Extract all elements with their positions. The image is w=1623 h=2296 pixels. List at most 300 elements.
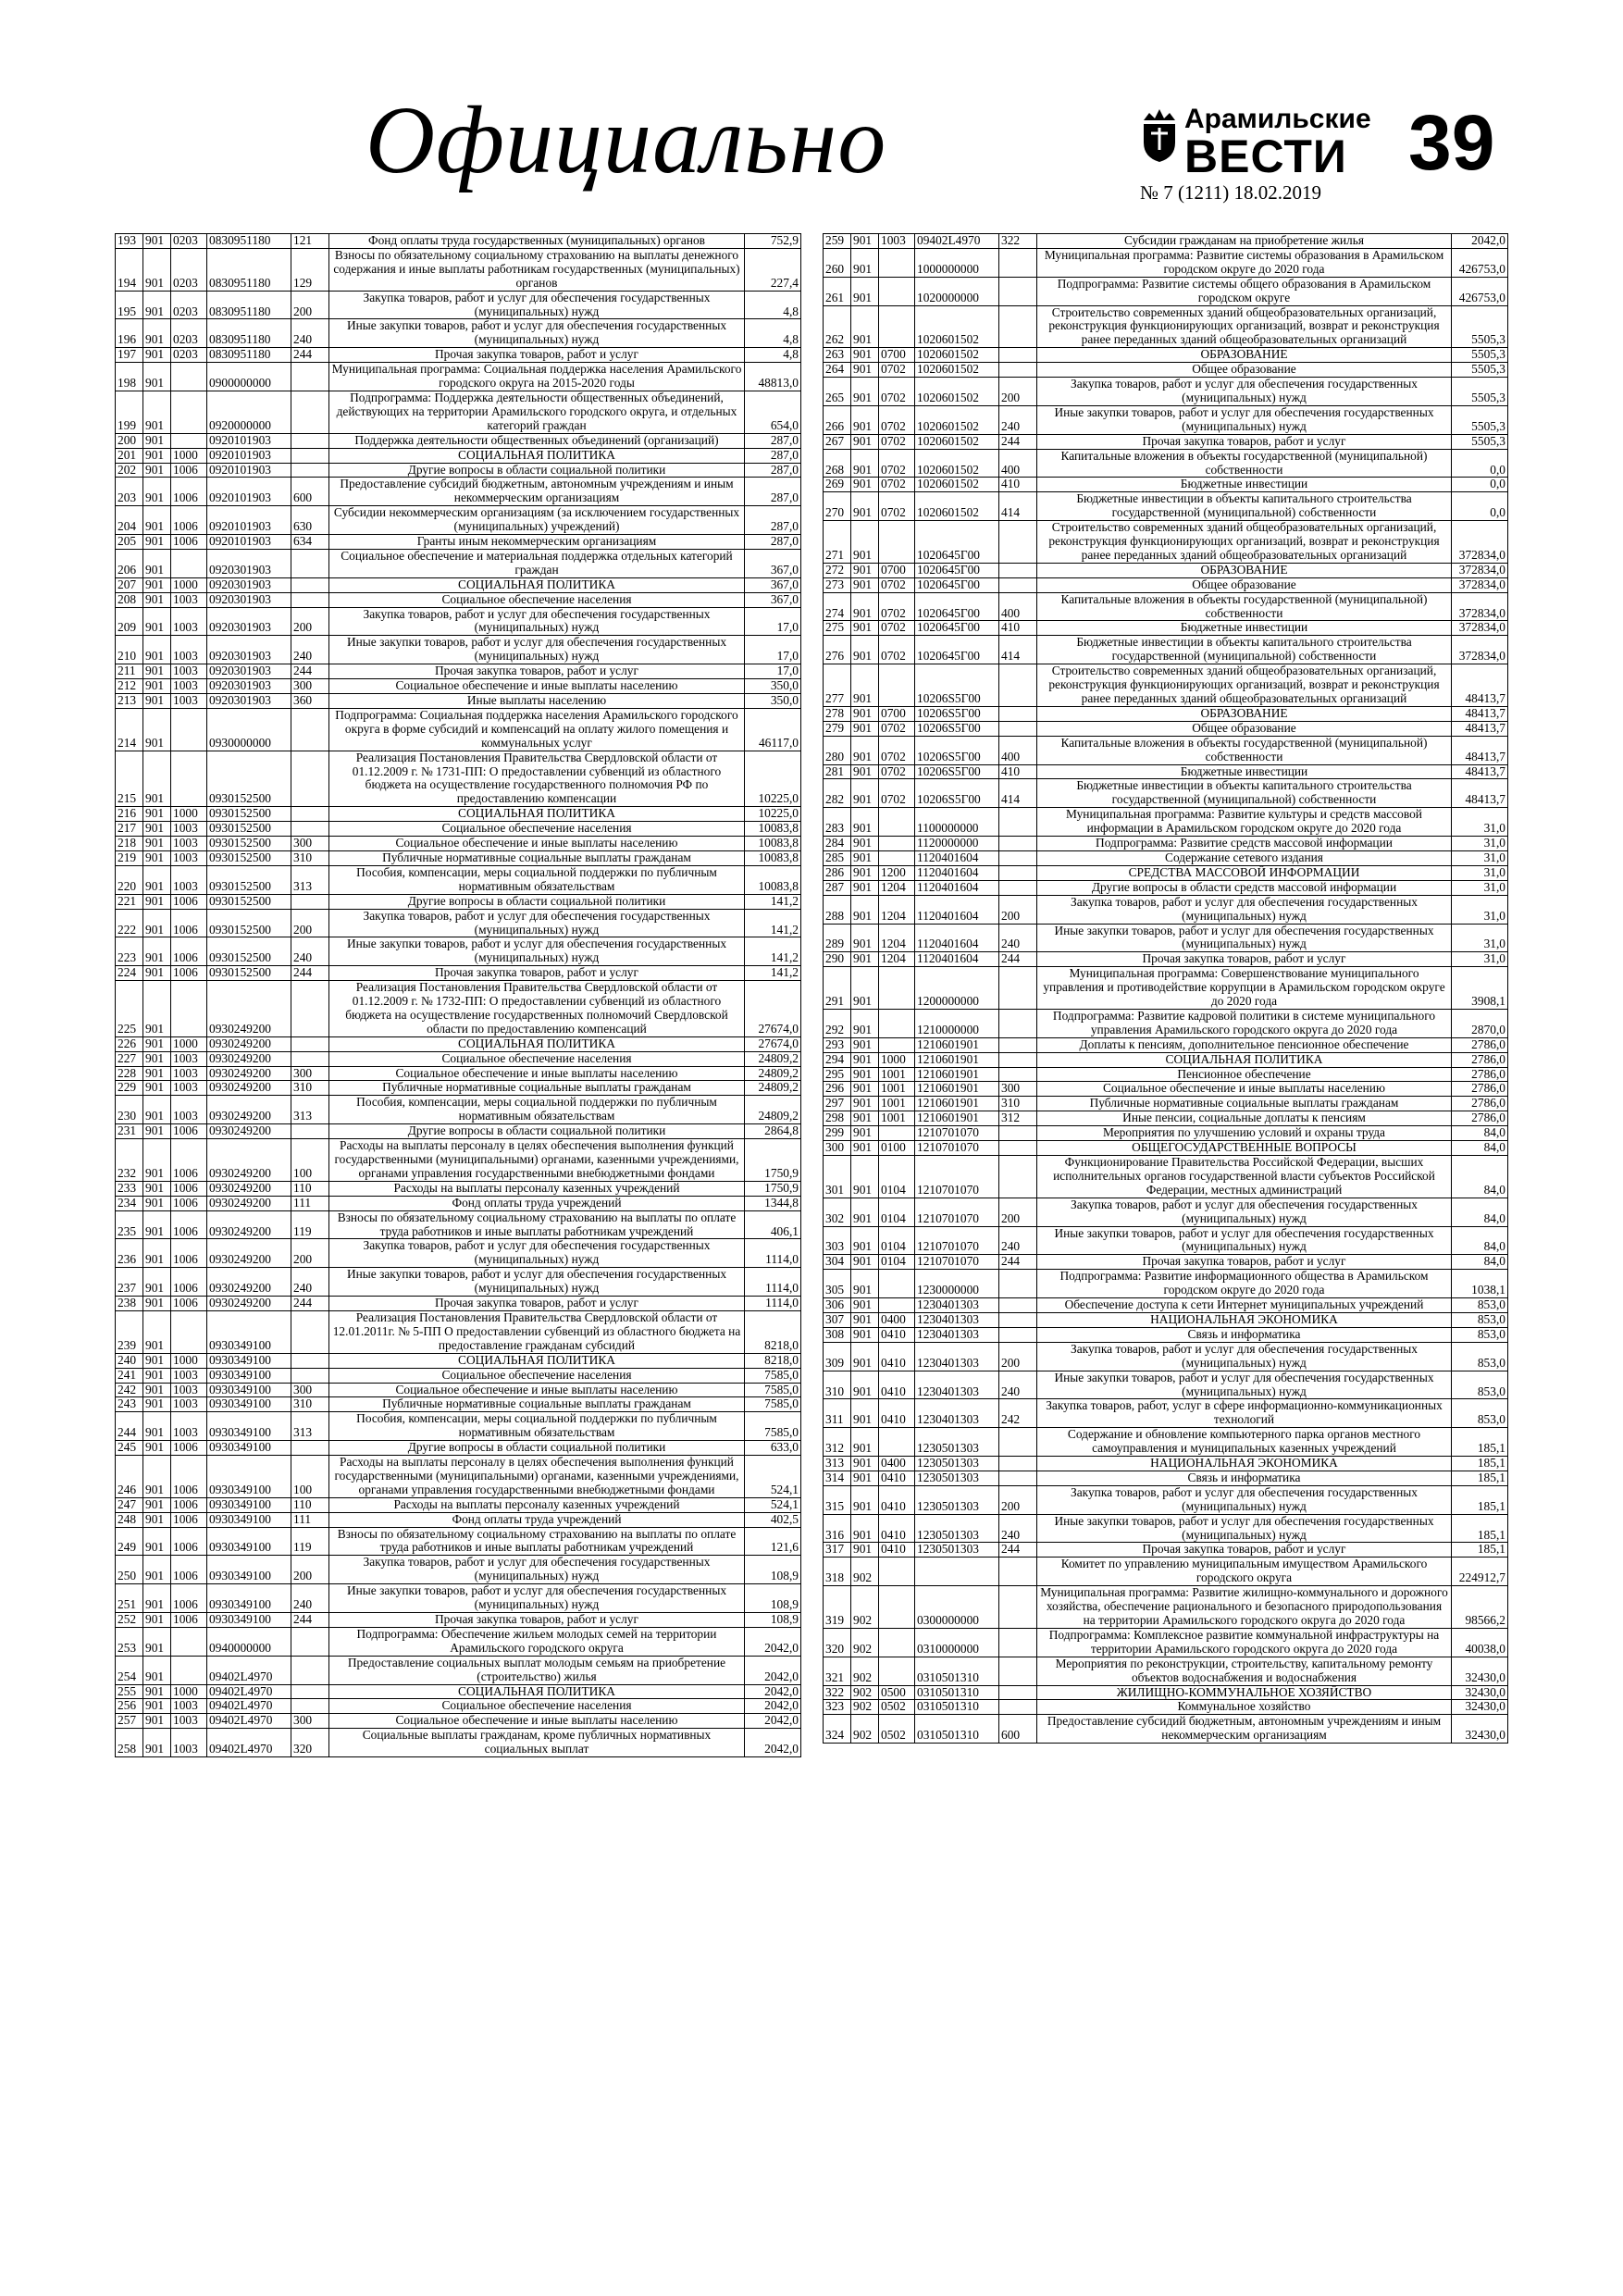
item-name-cell: СОЦИАЛЬНАЯ ПОЛИТИКА: [329, 1684, 745, 1699]
section-code-cell: 0410: [879, 1327, 915, 1342]
row-number-cell: 258: [116, 1729, 143, 1757]
amount-cell: 31,0: [1452, 865, 1508, 880]
admin-code-cell: 901: [851, 1428, 879, 1457]
expense-type-cell: 244: [291, 1297, 329, 1311]
target-article-cell: 1210601901: [915, 1037, 999, 1052]
expense-type-cell: 600: [291, 478, 329, 506]
row-number-cell: 233: [116, 1181, 143, 1196]
target-article-cell: 1210701070: [915, 1255, 999, 1270]
admin-code-cell: 901: [143, 636, 171, 664]
table-row: [116, 1584, 801, 1613]
item-name-cell: Муниципальная программа: Развитие культуры и средств массовой информации в Арамильском городском округе до 2020 года: [1037, 808, 1452, 837]
row-number-cell: 303: [824, 1226, 851, 1255]
section-code-cell: 0702: [879, 764, 915, 779]
row-number-cell: 321: [824, 1657, 851, 1685]
item-name-cell: Бюджетные инвестиции в объекты капитального строительства государственной (муниципальной) собственности: [1037, 636, 1452, 664]
admin-code-cell: 901: [851, 1371, 879, 1399]
item-name-cell: СОЦИАЛЬНАЯ ПОЛИТИКА: [329, 577, 745, 592]
expense-type-cell: 400: [999, 592, 1037, 621]
target-article-cell: 1020601502: [915, 378, 999, 406]
amount-cell: 227,4: [745, 248, 801, 291]
admin-code-cell: 901: [851, 563, 879, 577]
amount-cell: 4,8: [745, 291, 801, 319]
admin-code-cell: 901: [143, 1368, 171, 1383]
row-number-cell: 267: [824, 434, 851, 449]
target-article-cell: 0920301903: [207, 577, 291, 592]
admin-code-cell: 901: [851, 764, 879, 779]
row-number-cell: 248: [116, 1512, 143, 1527]
admin-code-cell: 901: [851, 1514, 879, 1543]
item-name-cell: Социальное обеспечение и иные выплаты населению: [1037, 1082, 1452, 1097]
item-name-cell: Социальное обеспечение и материальная поддержка отдельных категорий граждан: [329, 549, 745, 577]
target-article-cell: 0310000000: [915, 1628, 999, 1657]
target-article-cell: 1230401303: [915, 1371, 999, 1399]
expense-type-cell: [999, 837, 1037, 851]
row-number-cell: 244: [116, 1412, 143, 1441]
amount-cell: 141,2: [745, 894, 801, 909]
row-number-cell: 230: [116, 1096, 143, 1124]
admin-code-cell: 901: [851, 378, 879, 406]
table-row: [116, 837, 801, 851]
row-number-cell: 241: [116, 1368, 143, 1383]
target-article-cell: 0310501310: [915, 1685, 999, 1700]
admin-code-cell: 901: [143, 433, 171, 448]
expense-type-cell: [999, 1312, 1037, 1327]
row-number-cell: 309: [824, 1342, 851, 1371]
row-number-cell: 210: [116, 636, 143, 664]
expense-type-cell: 244: [291, 348, 329, 363]
amount-cell: 372834,0: [1452, 521, 1508, 564]
row-number-cell: 212: [116, 679, 143, 694]
expense-type-cell: [999, 363, 1037, 378]
row-number-cell: 204: [116, 506, 143, 535]
target-article-cell: 0930349100: [207, 1613, 291, 1628]
expense-type-cell: 400: [999, 736, 1037, 764]
row-number-cell: 311: [824, 1399, 851, 1428]
expense-type-cell: [999, 1327, 1037, 1342]
table-row: [824, 348, 1508, 363]
table-row: [824, 664, 1508, 707]
expense-type-cell: [999, 1141, 1037, 1156]
expense-type-cell: 322: [999, 234, 1037, 249]
section-code-cell: 0203: [171, 248, 207, 291]
item-name-cell: Иные закупки товаров, работ и услуг для обеспечения государственных (муниципальных) нужд: [1037, 924, 1452, 952]
item-name-cell: СОЦИАЛЬНАЯ ПОЛИТИКА: [329, 1353, 745, 1368]
section-code-cell: 1006: [171, 1441, 207, 1456]
admin-code-cell: 902: [851, 1558, 879, 1586]
table-row: [116, 981, 801, 1037]
target-article-cell: 10206S5Г00: [915, 706, 999, 721]
expense-type-cell: 410: [999, 764, 1037, 779]
amount-cell: 48413,7: [1452, 721, 1508, 736]
target-article-cell: 1120401604: [915, 850, 999, 865]
table-row: [824, 1198, 1508, 1226]
section-code-cell: 0702: [879, 434, 915, 449]
section-code-cell: [879, 1037, 915, 1052]
expense-type-cell: 129: [291, 248, 329, 291]
row-number-cell: 274: [824, 592, 851, 621]
row-number-cell: 246: [116, 1456, 143, 1498]
amount-cell: 287,0: [745, 506, 801, 535]
admin-code-cell: 901: [851, 1198, 879, 1226]
amount-cell: 853,0: [1452, 1342, 1508, 1371]
table-row: [116, 607, 801, 636]
row-number-cell: 259: [824, 234, 851, 249]
admin-code-cell: 901: [143, 1210, 171, 1239]
amount-cell: 2042,0: [745, 1714, 801, 1729]
amount-cell: 141,2: [745, 909, 801, 937]
table-row: [824, 1371, 1508, 1399]
item-name-cell: Реализация Постановления Правительства Свердловской области от 01.12.2009 г. № 1732-ПП: О предоставлении субвенций из областного бюджета на осуществление государственных полномочий Свердловской области по предоставлению компенсаций: [329, 981, 745, 1037]
target-article-cell: 1020645Г00: [915, 577, 999, 592]
logo-main-text: ВЕСТИ: [1184, 130, 1347, 182]
section-code-cell: 1006: [171, 1556, 207, 1584]
amount-cell: 853,0: [1452, 1298, 1508, 1313]
section-code-cell: 1003: [171, 822, 207, 837]
item-name-cell: Капитальные вложения в объекты государственной (муниципальной) собственности: [1037, 736, 1452, 764]
target-article-cell: 1020601502: [915, 492, 999, 521]
expense-type-cell: 244: [999, 952, 1037, 967]
expense-type-cell: 240: [291, 1584, 329, 1613]
expense-type-cell: [291, 1353, 329, 1368]
amount-cell: 426753,0: [1452, 277, 1508, 305]
amount-cell: 1114,0: [745, 1268, 801, 1297]
table-row: [116, 1684, 801, 1699]
item-name-cell: Социальное обеспечение и иные выплаты населению: [329, 1714, 745, 1729]
target-article-cell: 10206S5Г00: [915, 664, 999, 707]
expense-type-cell: 313: [291, 1412, 329, 1441]
expense-type-cell: [999, 1558, 1037, 1586]
section-code-cell: 0702: [879, 721, 915, 736]
expense-type-cell: [291, 363, 329, 391]
admin-code-cell: 901: [143, 1353, 171, 1368]
target-article-cell: 0920101903: [207, 506, 291, 535]
row-number-cell: 227: [116, 1051, 143, 1066]
target-article-cell: 0930249200: [207, 1066, 291, 1081]
expense-type-cell: [291, 1051, 329, 1066]
row-number-cell: 285: [824, 850, 851, 865]
amount-cell: 141,2: [745, 937, 801, 966]
row-number-cell: 252: [116, 1613, 143, 1628]
target-article-cell: 0930249200: [207, 1268, 291, 1297]
amount-cell: 185,1: [1452, 1471, 1508, 1485]
expense-type-cell: [291, 894, 329, 909]
section-code-cell: [171, 549, 207, 577]
target-article-cell: 1200000000: [915, 967, 999, 1010]
item-name-cell: Бюджетные инвестиции в объекты капитального строительства государственной (муниципальной) собственности: [1037, 779, 1452, 808]
admin-code-cell: 901: [143, 1556, 171, 1584]
amount-cell: 2042,0: [745, 1627, 801, 1656]
row-number-cell: 307: [824, 1312, 851, 1327]
section-code-cell: 1006: [171, 1527, 207, 1556]
target-article-cell: 1210701070: [915, 1126, 999, 1141]
expense-type-cell: 121: [291, 234, 329, 249]
table-row: [116, 1066, 801, 1081]
table-row: [824, 277, 1508, 305]
section-code-cell: 1003: [171, 865, 207, 894]
expense-type-cell: 300: [291, 679, 329, 694]
amount-cell: 1038,1: [1452, 1270, 1508, 1298]
page-number: 39: [1408, 99, 1495, 186]
amount-cell: 32430,0: [1452, 1715, 1508, 1744]
item-name-cell: Содержание сетевого издания: [1037, 850, 1452, 865]
table-row: [824, 736, 1508, 764]
amount-cell: 5505,3: [1452, 405, 1508, 434]
target-article-cell: 0930249200: [207, 1124, 291, 1139]
amount-cell: 185,1: [1452, 1543, 1508, 1558]
target-article-cell: 1020000000: [915, 277, 999, 305]
row-number-cell: 282: [824, 779, 851, 808]
table-row: [824, 1327, 1508, 1342]
row-number-cell: 292: [824, 1009, 851, 1037]
row-number-cell: 283: [824, 808, 851, 837]
amount-cell: 185,1: [1452, 1485, 1508, 1514]
left-column: [115, 233, 801, 1757]
amount-cell: 287,0: [745, 448, 801, 463]
target-article-cell: 1020601502: [915, 478, 999, 492]
section-code-cell: 0410: [879, 1543, 915, 1558]
admin-code-cell: 901: [851, 492, 879, 521]
row-number-cell: 215: [116, 751, 143, 807]
table-row: [824, 837, 1508, 851]
item-name-cell: Прочая закупка товаров, работ и услуг: [329, 966, 745, 981]
amount-cell: 287,0: [745, 478, 801, 506]
item-name-cell: Прочая закупка товаров, работ и услуг: [1037, 1543, 1452, 1558]
table-row: [116, 664, 801, 679]
row-number-cell: 237: [116, 1268, 143, 1297]
table-row: [824, 563, 1508, 577]
table-row: [824, 405, 1508, 434]
row-number-cell: 193: [116, 234, 143, 249]
item-name-cell: Мероприятия по улучшению условий и охраны труда: [1037, 1126, 1452, 1141]
item-name-cell: Реализация Постановления Правительства Свердловской области от 01.12.2009 г. № 1731-ПП: О предоставлении субвенций из областного бюджета на осуществление государственного полномочия РФ по предоставлению компенсации: [329, 751, 745, 807]
row-number-cell: 281: [824, 764, 851, 779]
masthead: [0, 0, 1623, 231]
admin-code-cell: 901: [143, 234, 171, 249]
section-code-cell: 1204: [879, 952, 915, 967]
expense-type-cell: [999, 248, 1037, 277]
expense-type-cell: 414: [999, 492, 1037, 521]
admin-code-cell: 901: [143, 708, 171, 751]
section-code-cell: [171, 391, 207, 433]
item-name-cell: Фонд оплаты труда учреждений: [329, 1196, 745, 1210]
table-row: [824, 1715, 1508, 1744]
item-name-cell: Взносы по обязательному социальному страхованию на выплаты денежного содержания и иные выплаты работникам государственных (муниципальных) органов: [329, 248, 745, 291]
row-number-cell: 199: [116, 391, 143, 433]
admin-code-cell: 901: [851, 895, 879, 924]
amount-cell: 350,0: [745, 679, 801, 694]
row-number-cell: 195: [116, 291, 143, 319]
row-number-cell: 290: [824, 952, 851, 967]
section-code-cell: 1003: [171, 1383, 207, 1397]
admin-code-cell: 901: [143, 1397, 171, 1412]
target-article-cell: 1230401303: [915, 1327, 999, 1342]
admin-code-cell: 901: [851, 1037, 879, 1052]
target-article-cell: 0930349100: [207, 1456, 291, 1498]
section-code-cell: [879, 248, 915, 277]
table-row: [824, 1009, 1508, 1037]
table-row: [824, 1082, 1508, 1097]
expense-type-cell: 240: [999, 405, 1037, 434]
section-code-cell: 1000: [171, 577, 207, 592]
admin-code-cell: 901: [143, 1627, 171, 1656]
expense-type-cell: 200: [999, 1485, 1037, 1514]
section-code-cell: 1001: [879, 1111, 915, 1126]
admin-code-cell: 901: [851, 305, 879, 348]
amount-cell: 0,0: [1452, 449, 1508, 478]
item-name-cell: Обеспечение доступа к сети Интернет муниципальных учреждений: [1037, 1298, 1452, 1313]
table-row: [824, 952, 1508, 967]
item-name-cell: Социальное обеспечение и иные выплаты населению: [329, 837, 745, 851]
item-name-cell: Закупка товаров, работ и услуг для обеспечения государственных (муниципальных) нужд: [1037, 895, 1452, 924]
expense-type-cell: 200: [999, 378, 1037, 406]
expense-type-cell: [999, 1009, 1037, 1037]
section-code-cell: 1200: [879, 865, 915, 880]
table-row: [824, 895, 1508, 924]
admin-code-cell: 901: [143, 664, 171, 679]
section-code-cell: 1006: [171, 506, 207, 535]
row-number-cell: 313: [824, 1457, 851, 1471]
item-name-cell: Социальное обеспечение и иные выплаты населению: [329, 679, 745, 694]
target-article-cell: 0930249200: [207, 1051, 291, 1066]
table-row: [116, 577, 801, 592]
admin-code-cell: 901: [851, 808, 879, 837]
item-name-cell: Строительство современных зданий общеобразовательных организаций, реконструкция функционирующих организаций, возврат и реконструкция ранее переданных зданий общеобразовательных организаций: [1037, 305, 1452, 348]
expense-type-cell: [999, 1457, 1037, 1471]
amount-cell: 287,0: [745, 535, 801, 550]
admin-code-cell: 901: [851, 1255, 879, 1270]
item-name-cell: Другие вопросы в области социальной политики: [329, 1124, 745, 1139]
amount-cell: 2786,0: [1452, 1037, 1508, 1052]
amount-cell: 108,9: [745, 1613, 801, 1628]
section-code-cell: 1204: [879, 895, 915, 924]
item-name-cell: ОБРАЗОВАНИЕ: [1037, 563, 1452, 577]
amount-cell: 0,0: [1452, 492, 1508, 521]
expense-type-cell: 100: [291, 1456, 329, 1498]
item-name-cell: Комитет по управлению муниципальным имуществом Арамильского городского округа: [1037, 1558, 1452, 1586]
item-name-cell: Прочая закупка товаров, работ и услуг: [329, 348, 745, 363]
target-article-cell: 1210601901: [915, 1067, 999, 1082]
row-number-cell: 261: [824, 277, 851, 305]
amount-cell: 27674,0: [745, 981, 801, 1037]
admin-code-cell: 901: [143, 1310, 171, 1353]
target-article-cell: 1210601901: [915, 1052, 999, 1067]
item-name-cell: Гранты иным некоммерческим организациям: [329, 535, 745, 550]
target-article-cell: 1230501303: [915, 1428, 999, 1457]
expense-type-cell: 244: [999, 1543, 1037, 1558]
target-article-cell: 0930152500: [207, 807, 291, 822]
item-name-cell: Прочая закупка товаров, работ и услуг: [1037, 1255, 1452, 1270]
item-name-cell: Муниципальная программа: Развитие жилищно-коммунального и дорожного хозяйства, обеспечение рационального и безопасного природопользования на территории Арамильского городского округа до 2020 года: [1037, 1586, 1452, 1629]
section-code-cell: 1003: [879, 234, 915, 249]
item-name-cell: Социальное обеспечение населения: [329, 822, 745, 837]
admin-code-cell: 901: [851, 348, 879, 363]
target-article-cell: 1120401604: [915, 880, 999, 895]
target-article-cell: 1210701070: [915, 1141, 999, 1156]
section-code-cell: 1006: [171, 1196, 207, 1210]
target-article-cell: 1210000000: [915, 1009, 999, 1037]
expense-type-cell: [291, 981, 329, 1037]
expense-type-cell: [999, 706, 1037, 721]
section-code-cell: 1001: [879, 1097, 915, 1111]
expense-type-cell: [291, 822, 329, 837]
table-row: [824, 577, 1508, 592]
table-row: [116, 1210, 801, 1239]
section-code-cell: [171, 363, 207, 391]
table-row: [824, 621, 1508, 636]
table-row: [824, 1399, 1508, 1428]
item-name-cell: Закупка товаров, работ и услуг для обеспечения государственных (муниципальных) нужд: [329, 607, 745, 636]
expense-type-cell: [291, 433, 329, 448]
amount-cell: 224912,7: [1452, 1558, 1508, 1586]
item-name-cell: Мероприятия по реконструкции, строительству, капитальному ремонту объектов водоснабжения и водоснабжения: [1037, 1657, 1452, 1685]
amount-cell: 372834,0: [1452, 563, 1508, 577]
table-row: [116, 1353, 801, 1368]
item-name-cell: Предоставление социальных выплат молодым семьям на приобретение (строительство) жилья: [329, 1656, 745, 1684]
amount-cell: 17,0: [745, 636, 801, 664]
table-row: [116, 478, 801, 506]
table-row: [116, 1139, 801, 1182]
row-number-cell: 232: [116, 1139, 143, 1182]
expense-type-cell: 240: [999, 1226, 1037, 1255]
amount-cell: 5505,3: [1452, 378, 1508, 406]
admin-code-cell: 901: [851, 1312, 879, 1327]
amount-cell: 4,8: [745, 319, 801, 348]
row-number-cell: 238: [116, 1297, 143, 1311]
table-row: [824, 1312, 1508, 1327]
section-code-cell: 1003: [171, 1051, 207, 1066]
item-name-cell: СОЦИАЛЬНАЯ ПОЛИТИКА: [329, 1036, 745, 1051]
row-number-cell: 318: [824, 1558, 851, 1586]
expense-type-cell: 410: [999, 478, 1037, 492]
target-article-cell: 0930249200: [207, 981, 291, 1037]
row-number-cell: 310: [824, 1371, 851, 1399]
row-number-cell: 286: [824, 865, 851, 880]
section-code-cell: [171, 981, 207, 1037]
section-code-cell: 0203: [171, 234, 207, 249]
section-code-cell: 1000: [171, 1684, 207, 1699]
amount-cell: 48413,7: [1452, 764, 1508, 779]
admin-code-cell: 901: [143, 1497, 171, 1512]
amount-cell: 1114,0: [745, 1297, 801, 1311]
target-article-cell: 10206S5Г00: [915, 764, 999, 779]
item-name-cell: Подпрограмма: Развитие информационного общества в Арамильском городском округе до 2020 года: [1037, 1270, 1452, 1298]
item-name-cell: Закупка товаров, работ и услуг для обеспечения государственных (муниципальных) нужд: [329, 909, 745, 937]
expense-type-cell: 244: [999, 434, 1037, 449]
table-row: [116, 679, 801, 694]
amount-cell: 185,1: [1452, 1457, 1508, 1471]
row-number-cell: 299: [824, 1126, 851, 1141]
amount-cell: 10083,8: [745, 865, 801, 894]
expense-type-cell: 200: [291, 1239, 329, 1268]
admin-code-cell: 901: [143, 463, 171, 478]
expense-type-cell: [999, 808, 1037, 837]
row-number-cell: 201: [116, 448, 143, 463]
expense-type-cell: [999, 1471, 1037, 1485]
admin-code-cell: 901: [143, 1584, 171, 1613]
target-article-cell: 1120401604: [915, 865, 999, 880]
section-code-cell: 0203: [171, 291, 207, 319]
expense-type-cell: [999, 865, 1037, 880]
section-code-cell: 1001: [879, 1082, 915, 1097]
section-code-cell: 0702: [879, 478, 915, 492]
row-number-cell: 247: [116, 1497, 143, 1512]
admin-code-cell: 901: [143, 850, 171, 865]
table-row: [824, 1067, 1508, 1082]
admin-code-cell: 901: [851, 779, 879, 808]
amount-cell: 5505,3: [1452, 348, 1508, 363]
expense-type-cell: 414: [999, 636, 1037, 664]
